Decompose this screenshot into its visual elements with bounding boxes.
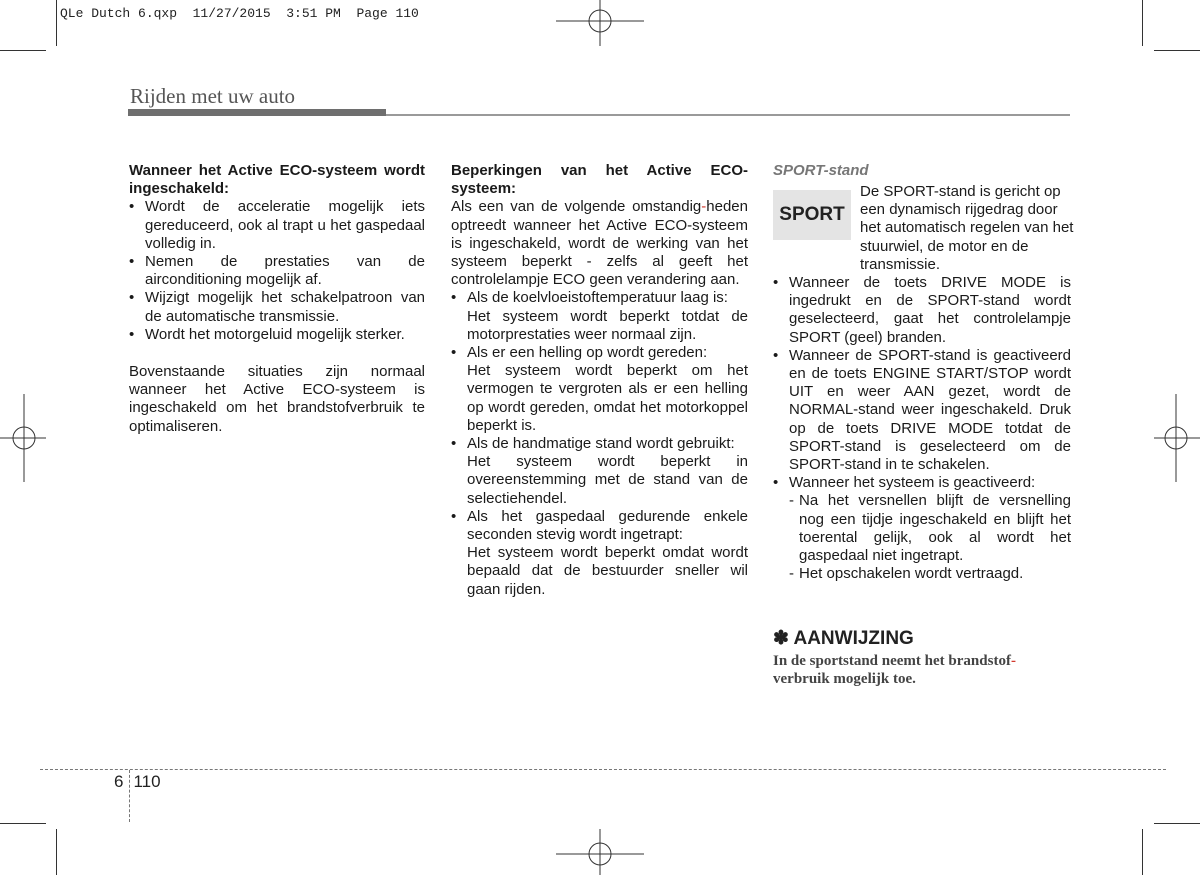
list-item: • Wijzigt mogelijk het schakelpatroon van de automatische transmissie. <box>129 289 425 325</box>
crop-mark <box>0 823 46 824</box>
page-number <box>114 772 161 792</box>
page-number-value: 110 <box>133 772 161 791</box>
crop-mark <box>1142 0 1143 46</box>
crop-mark <box>1154 823 1200 824</box>
eco-effects-heading: Wanneer het Active ECO-systeem wordt ingeschakeld: <box>129 162 425 198</box>
title-bar <box>128 109 386 116</box>
eco-limitations-heading: Beperkingen van het Active ECO-systeem: <box>451 162 748 198</box>
registration-mark-right <box>1154 394 1200 482</box>
crop-mark <box>1154 50 1200 51</box>
list-item: - Na het versnellen blijft de versnelling nog een tijdje ingeschakeld en blijft het toerental gelijk, ook al wordt het gaspedaal niet ingetrapt. <box>789 492 1071 565</box>
eco-limitations-intro: Als een van de volgende omstandig-heden optreedt wanneer het Active ECO-systeem is ingeschakeld, wordt de werking van het systeem beperkt - zelfs al geeft het controlelampje ECO geen verandering aan. <box>451 198 748 289</box>
crop-mark <box>56 0 57 46</box>
registration-mark-left <box>0 394 46 482</box>
list-item-detail: Het systeem wordt beperkt om het vermogen te vergroten als er een helling op wordt gereden, omdat het motorkoppel beperkt is. <box>467 362 748 434</box>
column-eco-limitations <box>451 162 748 599</box>
footer-rule <box>40 769 1166 770</box>
list-item-detail: Het systeem wordt beperkt omdat wordt bepaald dat de bestuurder sneller wil gaan rijden. <box>467 544 748 598</box>
chapter-number: 6 <box>114 772 124 791</box>
list-item: • Wordt het motorgeluid mogelijk sterker. <box>129 326 425 344</box>
list-item: • Wordt de acceleratie mogelijk iets gereduceerd, ook al trapt u het gaspedaal volledig in. <box>129 198 425 253</box>
sport-mode-sublist <box>773 492 1071 583</box>
registration-mark-bottom <box>556 829 644 875</box>
eco-limitations-list <box>451 289 748 598</box>
section-title: Rijden met uw auto <box>130 84 296 108</box>
print-slug: QLe Dutch 6.qxp 11/27/2015 3:51 PM Page 110 <box>60 6 419 21</box>
list-item: • Als de koelvloeistoftemperatuur laag is: <box>451 289 748 307</box>
crop-mark <box>1142 829 1143 875</box>
eco-effects-paragraph: Bovenstaande situaties zijn normaal wanneer het Active ECO-systeem is ingeschakeld om het brandstofverbruik te optimaliseren. <box>129 363 425 435</box>
crop-mark <box>56 829 57 875</box>
column-sport-mode <box>773 162 1071 180</box>
sport-mode-details <box>773 274 1071 583</box>
list-item: • Wanneer het systeem is geactiveerd: <box>773 474 1071 492</box>
eco-effects-list <box>129 198 425 344</box>
list-item: • Wanneer de toets DRIVE MODE is ingedrukt en de SPORT-stand wordt geselecteerd, gaat het controlelampje SPORT (geel) branden. <box>773 274 1071 347</box>
list-item: • Als er een helling op wordt gereden: <box>451 344 748 362</box>
sport-badge: SPORT <box>773 190 851 240</box>
list-item-detail: Het systeem wordt beperkt in overeenstemming met de stand van de selectiehendel. <box>467 453 748 507</box>
list-item: • Wanneer de SPORT-stand is geactiveerd en de toets ENGINE START/STOP wordt UIT en weer AAN gezet, wordt de NORMAL-stand weer ingeschakeld. Druk op de toets DRIVE MODE totdat de SPORT-stand is geselecteerd om de SPORT-stand in te schakelen. <box>773 347 1071 474</box>
crop-mark <box>0 50 46 51</box>
title-rule <box>386 114 1070 116</box>
list-item: • Als het gaspedaal gedurende enkele seconden stevig wordt ingetrapt: <box>451 508 748 544</box>
list-item: • Nemen de prestaties van de airconditioning mogelijk af. <box>129 253 425 289</box>
note-title: ✽ AANWIJZING <box>773 628 914 649</box>
sport-mode-list <box>773 274 1071 492</box>
registration-mark-top <box>556 0 644 46</box>
list-item: - Het opschakelen wordt vertraagd. <box>789 565 1024 583</box>
list-item: • Als de handmatige stand wordt gebruikt: <box>451 435 748 453</box>
column-eco-effects <box>129 162 425 436</box>
sport-mode-title: SPORT-stand <box>773 162 869 179</box>
note-text: In de sportstand neemt het brandstof- verbruik mogelijk toe. <box>773 653 1016 687</box>
sport-mode-intro: De SPORT-stand is gericht op een dynamisch rijgedrag door het automatisch regelen van het stuurwiel, de motor en de transmissie. <box>860 183 1074 273</box>
list-item-detail: Het systeem wordt beperkt totdat de motorprestaties weer normaal zijn. <box>467 307 748 343</box>
